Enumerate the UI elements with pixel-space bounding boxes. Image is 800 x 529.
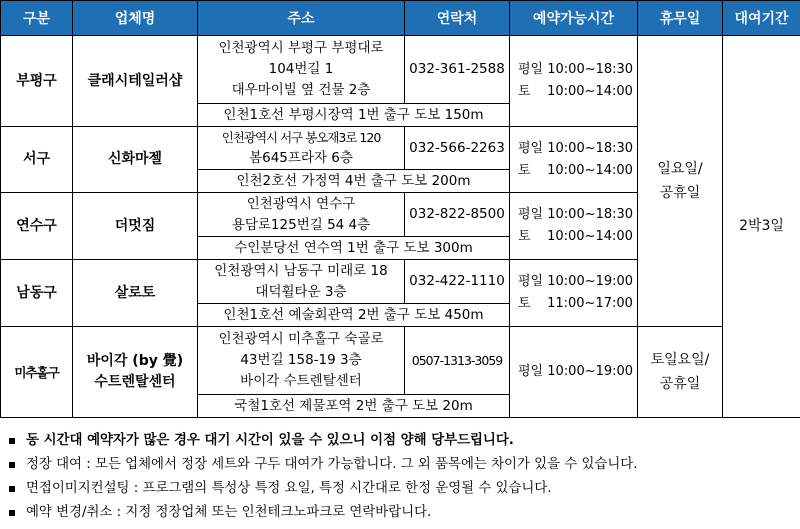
bullet-square-icon <box>9 486 15 492</box>
address-line: 바이각 수트렌탈센터 <box>240 373 362 389</box>
closed-days-line: 공휴일 <box>659 185 701 201</box>
region-cell: 서구 <box>1 127 73 193</box>
closed-days-cell <box>638 36 723 327</box>
note-item <box>0 453 800 477</box>
weekday-hours: 평일 10:00~19:00 <box>518 364 634 379</box>
bullet-square-icon <box>9 510 15 516</box>
address-line: 104번길 1 <box>268 61 334 77</box>
phone-cell: 0507-1313-3059 <box>405 327 510 395</box>
note-item <box>0 429 800 453</box>
bullet-square-icon <box>9 462 15 468</box>
note-text: 동 시간대 예약자가 많은 경우 대기 시간이 있을 수 있으니 이점 양해 당부드립니다. <box>26 433 514 448</box>
vendor-cell <box>73 327 198 418</box>
header-phone: 연락처 <box>405 1 510 36</box>
closed-days-cell <box>638 327 723 418</box>
address-line: 43번길 158-19 3층 <box>240 352 362 368</box>
hours-cell <box>510 327 638 418</box>
notes-list <box>0 429 800 525</box>
table-header-row <box>1 1 800 36</box>
closed-days-line: 일요일/ <box>657 161 703 177</box>
address-cell <box>198 127 405 170</box>
header-address: 주소 <box>198 1 405 36</box>
note-text: 예약 변경/취소 : 지정 정장업체 또는 인천테크노파크로 연락바랍니다. <box>26 505 432 520</box>
vendor-cell: 더멋짐 <box>73 193 198 260</box>
weekday-hours: 평일 10:00~19:00 <box>518 274 634 289</box>
address-line: 인천광역시 서구 봉오재3로 120 <box>221 130 381 145</box>
bullet-square-icon <box>9 438 15 444</box>
header-hours: 예약가능시간 <box>510 1 638 36</box>
address-line: 인천광역시 미추홀구 숙골로 <box>218 331 384 347</box>
vendor-cell: 클래시테일러샵 <box>73 36 198 127</box>
address-cell <box>198 327 405 395</box>
address-line: 인천광역시 연수구 <box>246 195 356 212</box>
region-cell: 남동구 <box>1 260 73 327</box>
address-line: 대덕휠타운 3층 <box>255 283 347 300</box>
header-closed: 휴무일 <box>638 1 723 36</box>
region-cell: 미추홀구 <box>1 327 73 418</box>
note-text: 면접이미지컨설팅 : 프로그램의 특성상 특정 요일, 특정 시간대로 한정 운영될 수 있습니다. <box>26 481 552 496</box>
note-text: 정장 대여 : 모든 업체에서 정장 세트와 구두 대여가 가능합니다. 그 외 품목에는 차이가 있을 수 있습니다. <box>26 457 638 472</box>
saturday-hours: 토 10:00~14:00 <box>518 229 633 244</box>
weekday-hours: 평일 10:00~18:30 <box>518 140 634 156</box>
rental-period-cell: 2박3일 <box>723 36 800 418</box>
address-cell <box>198 260 405 304</box>
address-line: 대우마이빌 옆 건물 2층 <box>231 82 371 98</box>
vendor-cell: 신화마젤 <box>73 127 198 193</box>
vendor-line: 바이각 (by 覺) <box>86 353 184 369</box>
phone-cell: 032-361-2588 <box>405 36 510 104</box>
table-row <box>1 36 800 104</box>
hours-cell <box>510 36 638 127</box>
region-cell: 부평구 <box>1 36 73 127</box>
header-vendor: 업체명 <box>73 1 198 36</box>
address-cell <box>198 36 405 104</box>
address-line: 용담로125번길 54 4층 <box>231 216 371 233</box>
saturday-hours: 토 10:00~14:00 <box>518 162 633 178</box>
note-item <box>0 477 800 501</box>
region-cell: 연수구 <box>1 193 73 260</box>
direction-cell: 인천1호선 예술회관역 2번 출구 도보 450m <box>198 304 510 327</box>
closed-days-line: 공휴일 <box>659 376 701 392</box>
direction-cell: 인천2호선 가정역 4번 출구 도보 200m <box>198 170 510 193</box>
saturday-hours: 토 11:00~17:00 <box>518 296 633 311</box>
note-item <box>0 501 800 525</box>
table-row <box>1 327 800 395</box>
address-line: 인천광역시 부평구 부평대로 <box>218 40 384 56</box>
phone-cell: 032-822-8500 <box>405 193 510 237</box>
header-region: 구분 <box>1 1 73 36</box>
phone-cell: 032-566-2263 <box>405 127 510 170</box>
header-period: 대여기간 <box>723 1 800 36</box>
closed-days-line: 토일요일/ <box>650 352 710 368</box>
weekday-hours: 평일 10:00~18:30 <box>518 62 634 77</box>
hours-cell <box>510 127 638 193</box>
hours-cell <box>510 260 638 327</box>
saturday-hours: 토 10:00~14:00 <box>518 84 633 99</box>
hours-cell <box>510 193 638 260</box>
address-line: 봄645프라자 6층 <box>249 150 353 166</box>
direction-cell: 국철1호선 제물포역 2번 출구 도보 20m <box>198 395 510 418</box>
address-cell <box>198 193 405 237</box>
direction-cell: 인천1호선 부평시장역 1번 출구 도보 150m <box>198 104 510 127</box>
phone-cell: 032-422-1110 <box>405 260 510 304</box>
address-line: 인천광역시 남동구 미래로 18 <box>214 262 388 279</box>
vendor-line: 수트렌탈센터 <box>94 374 176 390</box>
direction-cell: 수인분당선 연수역 1번 출구 도보 300m <box>198 237 510 260</box>
weekday-hours: 평일 10:00~18:30 <box>518 207 634 222</box>
vendor-cell: 살로토 <box>73 260 198 327</box>
